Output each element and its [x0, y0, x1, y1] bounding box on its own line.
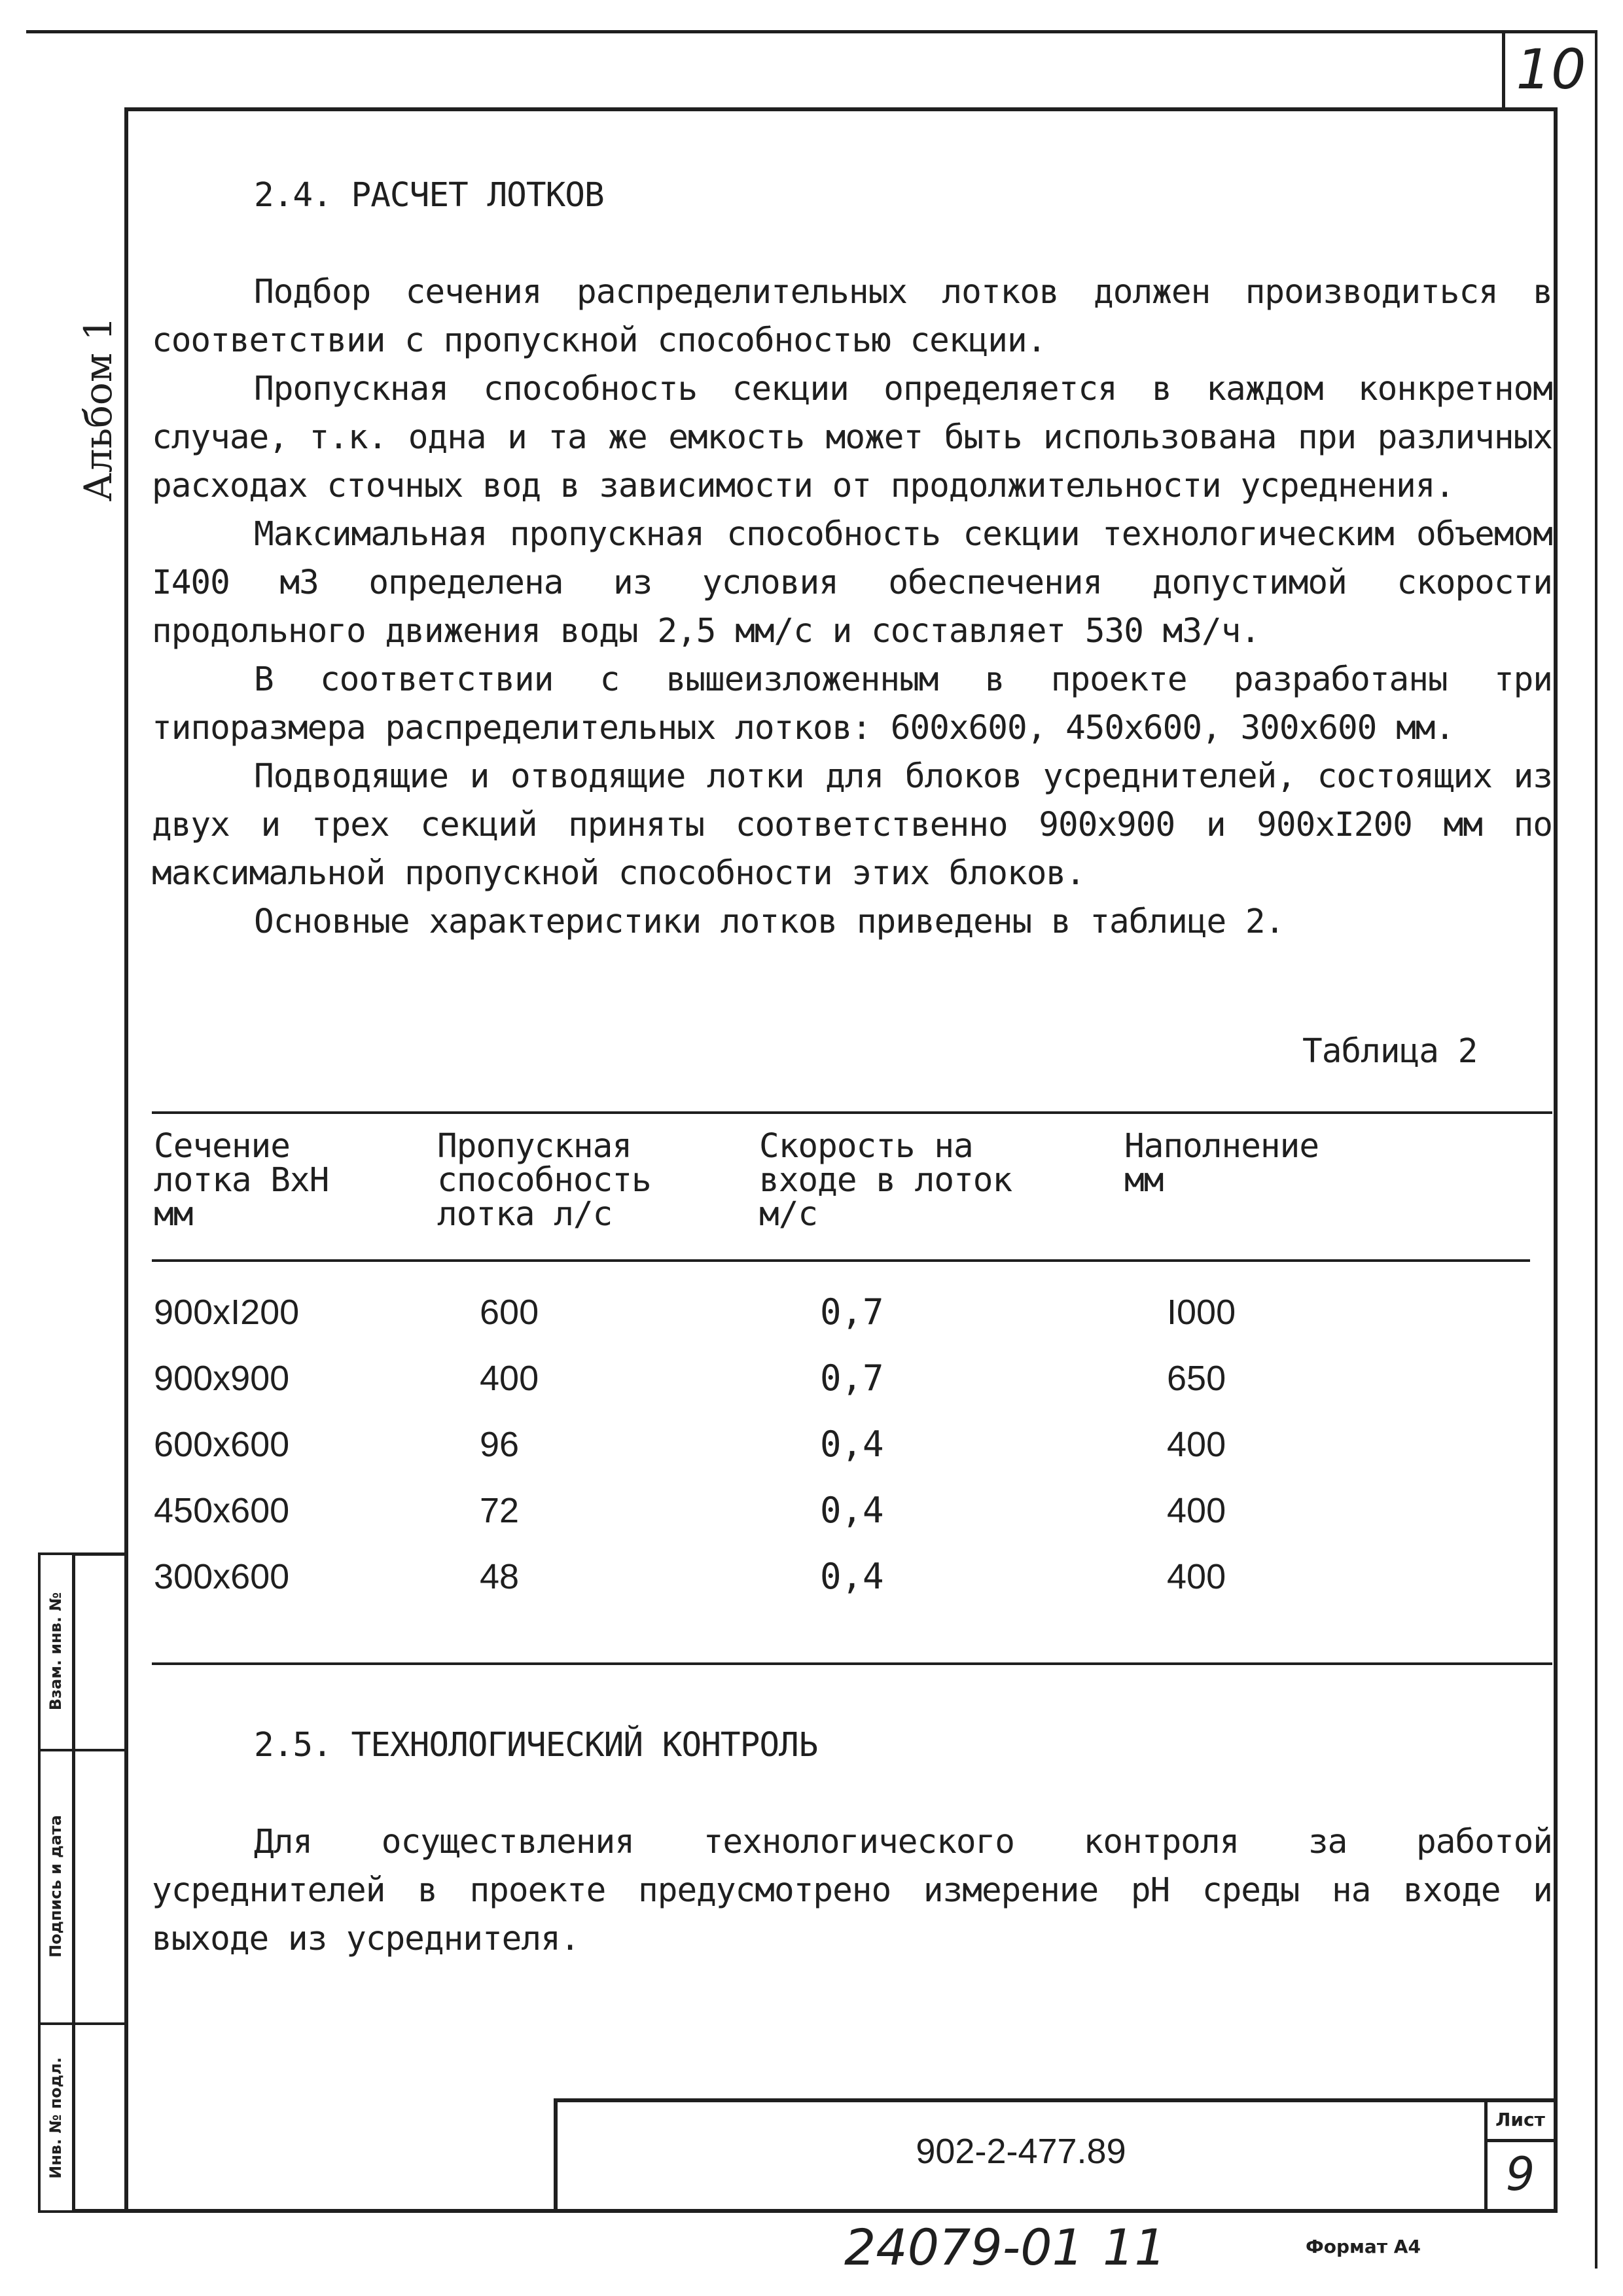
frame-bottom [72, 2209, 1558, 2213]
cell-fill: 400 [1167, 1557, 1226, 1596]
cell-fill: 400 [1167, 1491, 1226, 1530]
outer-right-edge [1595, 30, 1597, 2269]
cell-section: 450х600 [154, 1491, 290, 1530]
cell-section: 600х600 [154, 1425, 290, 1464]
cell-section: 300х600 [154, 1557, 290, 1596]
cell-fill: 650 [1167, 1359, 1226, 1398]
table-caption: Таблица 2 [1302, 1032, 1478, 1071]
section-2-5-body [152, 1818, 1552, 1964]
stamp-podpis-data: Подпись и дата [46, 1815, 65, 1958]
header-speed-line3: м/с [759, 1195, 818, 1234]
stamp-inv-podl: Инв. № подл. [46, 2057, 65, 2179]
list-box-divider [1484, 2139, 1555, 2142]
header-section-line3: мм [154, 1195, 193, 1234]
paragraph: Основные характеристики лотков приведены в таблице 2. [254, 903, 1285, 941]
corner-box-left [1502, 30, 1505, 107]
cell-speed: 0,4 [820, 1490, 884, 1531]
header-capacity-line3: лотка л/с [437, 1195, 613, 1234]
album-label: Альбом 1 [76, 316, 120, 502]
frame-top [124, 107, 1558, 111]
title-block-top [554, 2098, 1555, 2102]
list-label: Лист [1495, 2109, 1545, 2130]
header-speed-line2: входе в лоток [759, 1161, 1012, 1200]
format-label: Формат А4 [1306, 2236, 1421, 2257]
section-2-4-body [152, 268, 1552, 946]
paragraph: Подбор сечения распределительных лотков должен производиться в соответствии с пропускной способностью секции. [152, 273, 1552, 360]
header-section-line2: лотка ВхН [154, 1161, 329, 1200]
cell-capacity: 48 [480, 1557, 520, 1596]
table-header-rule [152, 1259, 1530, 1262]
cell-capacity: 72 [480, 1491, 520, 1530]
cell-capacity: 600 [480, 1293, 539, 1332]
paragraph: В соответствии с вышеизложенным в проекте разработаны три типоразмера распределительных лотков: 600х600, 450х600, 300х600 мм. [152, 660, 1552, 747]
header-speed-line1: Скорость на [759, 1127, 973, 1166]
top-rule [26, 30, 1597, 33]
paragraph: Подводящие и отводящие лотки для блоков усреднителей, состоящих из двух и трех секций приняты соответственно 900х900 и 900хI200 мм по максимальной пропускной способности этих блоков. [152, 757, 1552, 893]
table-top-rule [152, 1111, 1552, 1114]
cell-speed: 0,7 [820, 1357, 884, 1399]
cell-capacity: 400 [480, 1359, 539, 1398]
frame-right [1554, 107, 1558, 2212]
paragraph: Для осуществления технологического контроля за работой усреднителей в проекте предусмотрено измерение рН среды на входе и выходе из усреднителя. [152, 1823, 1552, 1958]
handwritten-page: 11 [1103, 2218, 1166, 2276]
list-number: 9 [1505, 2147, 1535, 2201]
header-fill-line1: Наполнение [1124, 1127, 1319, 1166]
cell-section: 900х900 [154, 1359, 290, 1398]
header-capacity-line2: способность [437, 1161, 651, 1200]
stamp-top [72, 1552, 128, 1556]
cell-capacity: 96 [480, 1425, 520, 1464]
sheet-number-corner: 10 [1516, 37, 1586, 101]
paragraph: Пропускная способность секции определяется в каждом конкретном случае, т.к. одна и та же емкость может быть использована при различных расходах сточных вод в зависимости от продолжительности усреднения. [152, 370, 1552, 505]
cell-speed: 0,7 [820, 1291, 884, 1333]
header-fill-line2: мм [1124, 1161, 1164, 1200]
cell-section: 900хI200 [154, 1293, 300, 1332]
cell-fill: 400 [1167, 1425, 1226, 1464]
cell-fill: I000 [1167, 1293, 1236, 1332]
document-code: 902-2-477.89 [916, 2132, 1126, 2171]
table-bottom-rule [152, 1662, 1552, 1665]
handwritten-number: 24079-01 [844, 2218, 1084, 2276]
header-capacity-line1: Пропускная [437, 1127, 632, 1166]
header-section-line1: Сечение [154, 1127, 290, 1166]
cell-speed: 0,4 [820, 1556, 884, 1597]
cell-speed: 0,4 [820, 1424, 884, 1465]
section-heading-2-4: 2.4. РАСЧЕТ ЛОТКОВ [254, 176, 604, 215]
stamp-vzam-inv: Взам. инв. № [46, 1592, 65, 1711]
paragraph: Максимальная пропускная способность секции технологическим объемом I400 м3 определена из условия обеспечения допустимой скорости продольного движения воды 2,5 мм/с и составляет 530 м3/ч. [152, 515, 1552, 651]
section-heading-2-5: 2.5. ТЕХНОЛОГИЧЕСКИЙ КОНТРОЛЬ [254, 1726, 818, 1765]
